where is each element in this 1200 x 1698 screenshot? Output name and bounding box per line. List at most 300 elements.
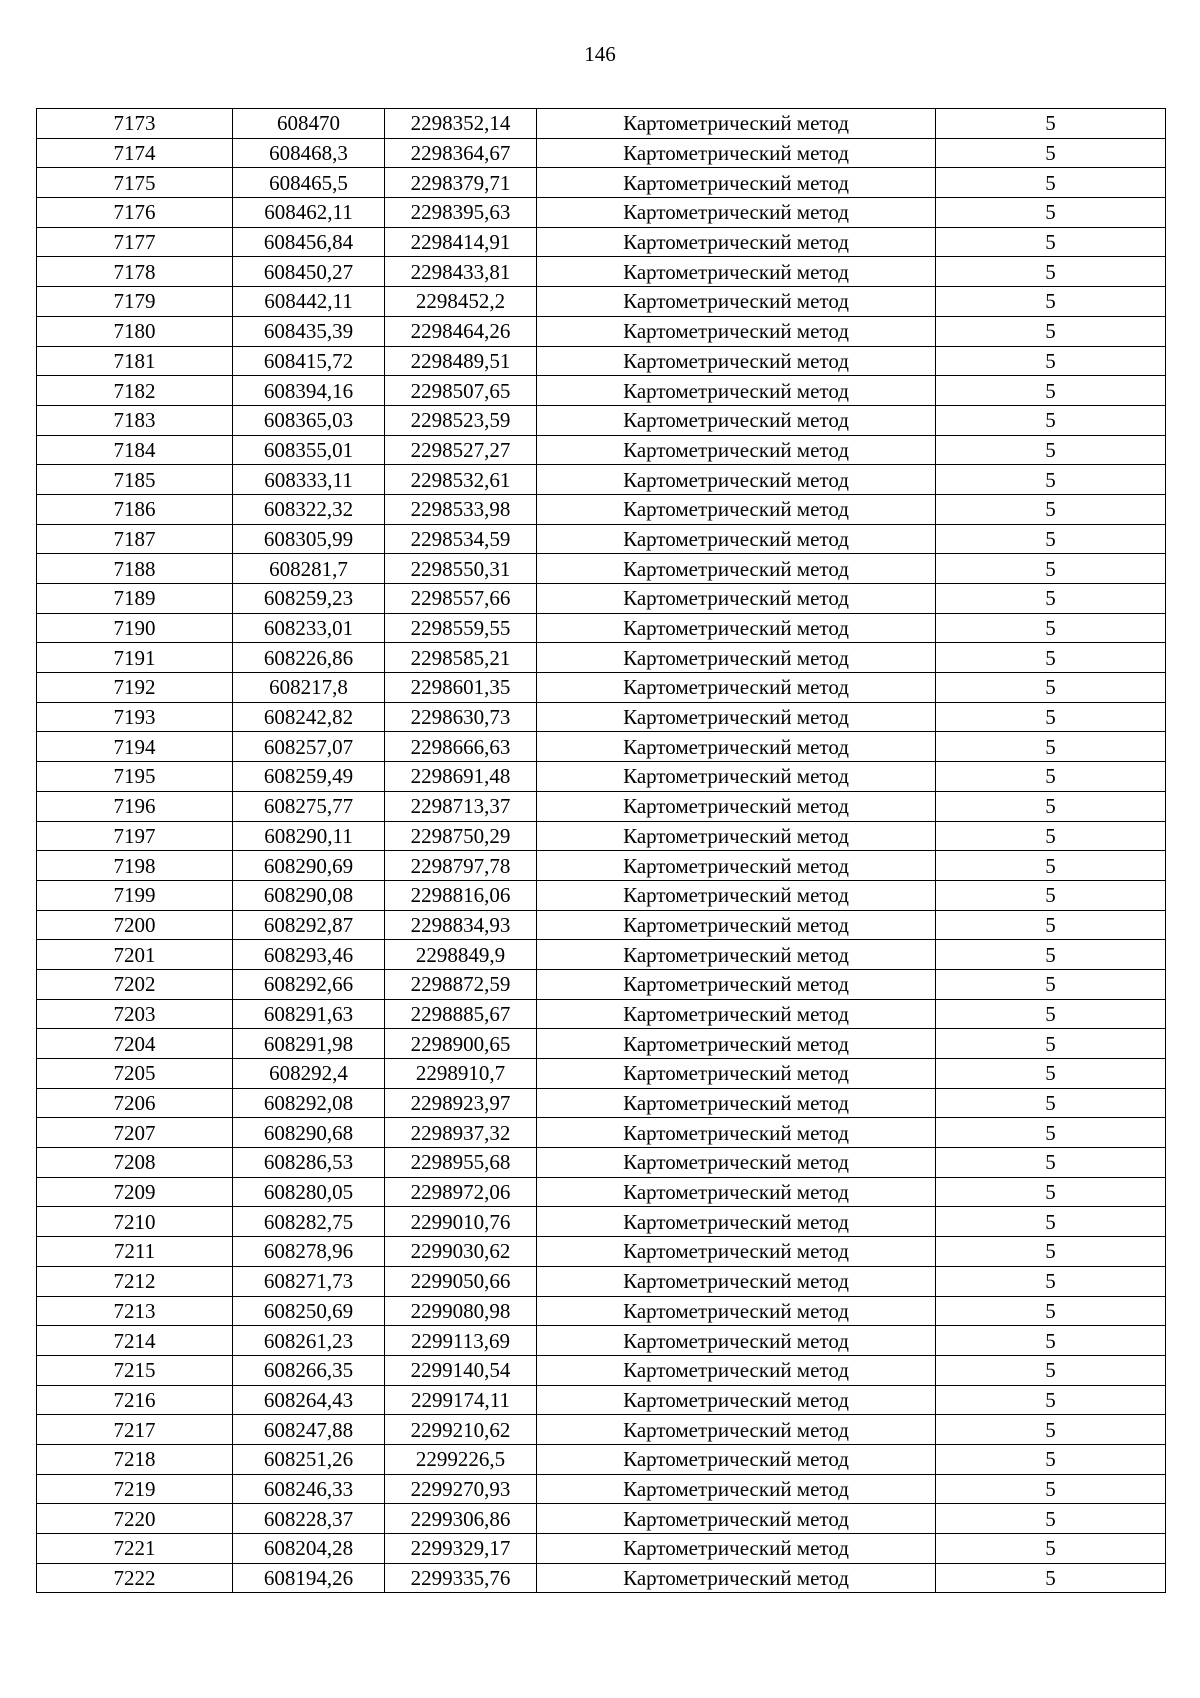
y-coordinate-cell: 2299010,76 bbox=[385, 1207, 537, 1237]
point-number-cell: 7196 bbox=[37, 791, 233, 821]
table-row bbox=[37, 1444, 1166, 1474]
method-cell: Картометрический метод bbox=[537, 1355, 936, 1385]
table-row bbox=[37, 405, 1166, 435]
table-row bbox=[37, 910, 1166, 940]
accuracy-cell: 5 bbox=[936, 999, 1166, 1029]
table-row bbox=[37, 1415, 1166, 1445]
point-number-cell: 7205 bbox=[37, 1059, 233, 1089]
accuracy-cell: 5 bbox=[936, 1029, 1166, 1059]
method-cell: Картометрический метод bbox=[537, 1148, 936, 1178]
point-number-cell: 7192 bbox=[37, 673, 233, 703]
x-coordinate-cell: 608259,49 bbox=[233, 762, 385, 792]
y-coordinate-cell: 2298352,14 bbox=[385, 109, 537, 139]
method-cell: Картометрический метод bbox=[537, 1237, 936, 1267]
method-cell: Картометрический метод bbox=[537, 1177, 936, 1207]
method-cell: Картометрический метод bbox=[537, 198, 936, 228]
method-cell: Картометрический метод bbox=[537, 1385, 936, 1415]
y-coordinate-cell: 2299080,98 bbox=[385, 1296, 537, 1326]
y-coordinate-cell: 2298395,63 bbox=[385, 198, 537, 228]
table-row bbox=[37, 198, 1166, 228]
point-number-cell: 7182 bbox=[37, 376, 233, 406]
method-cell: Картометрический метод bbox=[537, 168, 936, 198]
x-coordinate-cell: 608233,01 bbox=[233, 613, 385, 643]
accuracy-cell: 5 bbox=[936, 494, 1166, 524]
x-coordinate-cell: 608470 bbox=[233, 109, 385, 139]
x-coordinate-cell: 608456,84 bbox=[233, 227, 385, 257]
method-cell: Картометрический метод bbox=[537, 435, 936, 465]
method-cell: Картометрический метод bbox=[537, 1296, 936, 1326]
point-number-cell: 7181 bbox=[37, 346, 233, 376]
table-row bbox=[37, 732, 1166, 762]
accuracy-cell: 5 bbox=[936, 821, 1166, 851]
accuracy-cell: 5 bbox=[936, 613, 1166, 643]
accuracy-cell: 5 bbox=[936, 1207, 1166, 1237]
table-row bbox=[37, 1177, 1166, 1207]
method-cell: Картометрический метод bbox=[537, 1504, 936, 1534]
point-number-cell: 7222 bbox=[37, 1563, 233, 1593]
point-number-cell: 7206 bbox=[37, 1088, 233, 1118]
y-coordinate-cell: 2298523,59 bbox=[385, 405, 537, 435]
point-number-cell: 7200 bbox=[37, 910, 233, 940]
point-number-cell: 7185 bbox=[37, 465, 233, 495]
x-coordinate-cell: 608292,87 bbox=[233, 910, 385, 940]
method-cell: Картометрический метод bbox=[537, 969, 936, 999]
y-coordinate-cell: 2298691,48 bbox=[385, 762, 537, 792]
table-row bbox=[37, 1059, 1166, 1089]
x-coordinate-cell: 608280,05 bbox=[233, 1177, 385, 1207]
accuracy-cell: 5 bbox=[936, 1177, 1166, 1207]
y-coordinate-cell: 2298923,97 bbox=[385, 1088, 537, 1118]
table-row bbox=[37, 584, 1166, 614]
accuracy-cell: 5 bbox=[936, 435, 1166, 465]
accuracy-cell: 5 bbox=[936, 1237, 1166, 1267]
x-coordinate-cell: 608450,27 bbox=[233, 257, 385, 287]
accuracy-cell: 5 bbox=[936, 376, 1166, 406]
x-coordinate-cell: 608261,23 bbox=[233, 1326, 385, 1356]
y-coordinate-cell: 2299140,54 bbox=[385, 1355, 537, 1385]
method-cell: Картометрический метод bbox=[537, 762, 936, 792]
method-cell: Картометрический метод bbox=[537, 1029, 936, 1059]
table-row bbox=[37, 762, 1166, 792]
accuracy-cell: 5 bbox=[936, 346, 1166, 376]
point-number-cell: 7201 bbox=[37, 940, 233, 970]
method-cell: Картометрический метод bbox=[537, 1474, 936, 1504]
y-coordinate-cell: 2298900,65 bbox=[385, 1029, 537, 1059]
x-coordinate-cell: 608194,26 bbox=[233, 1563, 385, 1593]
y-coordinate-cell: 2298433,81 bbox=[385, 257, 537, 287]
accuracy-cell: 5 bbox=[936, 554, 1166, 584]
x-coordinate-cell: 608290,68 bbox=[233, 1118, 385, 1148]
y-coordinate-cell: 2298550,31 bbox=[385, 554, 537, 584]
x-coordinate-cell: 608322,32 bbox=[233, 494, 385, 524]
y-coordinate-cell: 2298507,65 bbox=[385, 376, 537, 406]
accuracy-cell: 5 bbox=[936, 524, 1166, 554]
table-row bbox=[37, 1237, 1166, 1267]
accuracy-cell: 5 bbox=[936, 880, 1166, 910]
x-coordinate-cell: 608275,77 bbox=[233, 791, 385, 821]
x-coordinate-cell: 608293,46 bbox=[233, 940, 385, 970]
x-coordinate-cell: 608264,43 bbox=[233, 1385, 385, 1415]
table-row bbox=[37, 138, 1166, 168]
point-number-cell: 7214 bbox=[37, 1326, 233, 1356]
method-cell: Картометрический метод bbox=[537, 1326, 936, 1356]
y-coordinate-cell: 2298585,21 bbox=[385, 643, 537, 673]
table-row bbox=[37, 851, 1166, 881]
method-cell: Картометрический метод bbox=[537, 1415, 936, 1445]
x-coordinate-cell: 608271,73 bbox=[233, 1266, 385, 1296]
x-coordinate-cell: 608217,8 bbox=[233, 673, 385, 703]
y-coordinate-cell: 2298379,71 bbox=[385, 168, 537, 198]
accuracy-cell: 5 bbox=[936, 1326, 1166, 1356]
point-number-cell: 7183 bbox=[37, 405, 233, 435]
y-coordinate-cell: 2298364,67 bbox=[385, 138, 537, 168]
method-cell: Картометрический метод bbox=[537, 613, 936, 643]
accuracy-cell: 5 bbox=[936, 1266, 1166, 1296]
x-coordinate-cell: 608286,53 bbox=[233, 1148, 385, 1178]
x-coordinate-cell: 608442,11 bbox=[233, 287, 385, 317]
table-row bbox=[37, 1474, 1166, 1504]
x-coordinate-cell: 608247,88 bbox=[233, 1415, 385, 1445]
x-coordinate-cell: 608228,37 bbox=[233, 1504, 385, 1534]
point-number-cell: 7193 bbox=[37, 702, 233, 732]
table-row bbox=[37, 524, 1166, 554]
method-cell: Картометрический метод bbox=[537, 257, 936, 287]
y-coordinate-cell: 2299113,69 bbox=[385, 1326, 537, 1356]
y-coordinate-cell: 2299030,62 bbox=[385, 1237, 537, 1267]
table-row bbox=[37, 376, 1166, 406]
table-row bbox=[37, 494, 1166, 524]
point-number-cell: 7174 bbox=[37, 138, 233, 168]
accuracy-cell: 5 bbox=[936, 643, 1166, 673]
table-row bbox=[37, 999, 1166, 1029]
accuracy-cell: 5 bbox=[936, 1415, 1166, 1445]
y-coordinate-cell: 2299270,93 bbox=[385, 1474, 537, 1504]
table-row bbox=[37, 1326, 1166, 1356]
y-coordinate-cell: 2299329,17 bbox=[385, 1534, 537, 1564]
method-cell: Картометрический метод bbox=[537, 1088, 936, 1118]
table-row bbox=[37, 109, 1166, 139]
accuracy-cell: 5 bbox=[936, 138, 1166, 168]
table-row bbox=[37, 821, 1166, 851]
y-coordinate-cell: 2298797,78 bbox=[385, 851, 537, 881]
point-number-cell: 7176 bbox=[37, 198, 233, 228]
point-number-cell: 7202 bbox=[37, 969, 233, 999]
y-coordinate-cell: 2298666,63 bbox=[385, 732, 537, 762]
table-body bbox=[37, 109, 1166, 1593]
accuracy-cell: 5 bbox=[936, 1444, 1166, 1474]
method-cell: Картометрический метод bbox=[537, 791, 936, 821]
point-number-cell: 7215 bbox=[37, 1355, 233, 1385]
accuracy-cell: 5 bbox=[936, 969, 1166, 999]
method-cell: Картометрический метод bbox=[537, 287, 936, 317]
accuracy-cell: 5 bbox=[936, 168, 1166, 198]
y-coordinate-cell: 2298816,06 bbox=[385, 880, 537, 910]
method-cell: Картометрический метод bbox=[537, 940, 936, 970]
point-number-cell: 7218 bbox=[37, 1444, 233, 1474]
x-coordinate-cell: 608257,07 bbox=[233, 732, 385, 762]
accuracy-cell: 5 bbox=[936, 109, 1166, 139]
table-row bbox=[37, 791, 1166, 821]
accuracy-cell: 5 bbox=[936, 1059, 1166, 1089]
x-coordinate-cell: 608290,08 bbox=[233, 880, 385, 910]
accuracy-cell: 5 bbox=[936, 1088, 1166, 1118]
x-coordinate-cell: 608290,69 bbox=[233, 851, 385, 881]
y-coordinate-cell: 2298534,59 bbox=[385, 524, 537, 554]
method-cell: Картометрический метод bbox=[537, 316, 936, 346]
x-coordinate-cell: 608292,08 bbox=[233, 1088, 385, 1118]
accuracy-cell: 5 bbox=[936, 257, 1166, 287]
accuracy-cell: 5 bbox=[936, 1474, 1166, 1504]
y-coordinate-cell: 2299210,62 bbox=[385, 1415, 537, 1445]
point-number-cell: 7208 bbox=[37, 1148, 233, 1178]
y-coordinate-cell: 2298910,7 bbox=[385, 1059, 537, 1089]
accuracy-cell: 5 bbox=[936, 1118, 1166, 1148]
accuracy-cell: 5 bbox=[936, 940, 1166, 970]
table-row bbox=[37, 1355, 1166, 1385]
method-cell: Картометрический метод bbox=[537, 999, 936, 1029]
accuracy-cell: 5 bbox=[936, 405, 1166, 435]
point-number-cell: 7179 bbox=[37, 287, 233, 317]
table-row bbox=[37, 316, 1166, 346]
point-number-cell: 7187 bbox=[37, 524, 233, 554]
accuracy-cell: 5 bbox=[936, 851, 1166, 881]
method-cell: Картометрический метод bbox=[537, 702, 936, 732]
accuracy-cell: 5 bbox=[936, 227, 1166, 257]
y-coordinate-cell: 2298750,29 bbox=[385, 821, 537, 851]
table-row bbox=[37, 435, 1166, 465]
method-cell: Картометрический метод bbox=[537, 524, 936, 554]
x-coordinate-cell: 608282,75 bbox=[233, 1207, 385, 1237]
accuracy-cell: 5 bbox=[936, 762, 1166, 792]
method-cell: Картометрический метод bbox=[537, 643, 936, 673]
y-coordinate-cell: 2298630,73 bbox=[385, 702, 537, 732]
method-cell: Картометрический метод bbox=[537, 465, 936, 495]
method-cell: Картометрический метод bbox=[537, 1207, 936, 1237]
table-row bbox=[37, 613, 1166, 643]
y-coordinate-cell: 2298834,93 bbox=[385, 910, 537, 940]
y-coordinate-cell: 2299335,76 bbox=[385, 1563, 537, 1593]
table-row bbox=[37, 554, 1166, 584]
method-cell: Картометрический метод bbox=[537, 346, 936, 376]
point-number-cell: 7216 bbox=[37, 1385, 233, 1415]
method-cell: Картометрический метод bbox=[537, 821, 936, 851]
y-coordinate-cell: 2298464,26 bbox=[385, 316, 537, 346]
method-cell: Картометрический метод bbox=[537, 405, 936, 435]
table-row bbox=[37, 1296, 1166, 1326]
table-row bbox=[37, 1029, 1166, 1059]
point-number-cell: 7189 bbox=[37, 584, 233, 614]
x-coordinate-cell: 608281,7 bbox=[233, 554, 385, 584]
accuracy-cell: 5 bbox=[936, 791, 1166, 821]
accuracy-cell: 5 bbox=[936, 673, 1166, 703]
method-cell: Картометрический метод bbox=[537, 376, 936, 406]
x-coordinate-cell: 608468,3 bbox=[233, 138, 385, 168]
accuracy-cell: 5 bbox=[936, 910, 1166, 940]
point-number-cell: 7204 bbox=[37, 1029, 233, 1059]
x-coordinate-cell: 608462,11 bbox=[233, 198, 385, 228]
point-number-cell: 7197 bbox=[37, 821, 233, 851]
x-coordinate-cell: 608415,72 bbox=[233, 346, 385, 376]
table-row bbox=[37, 1118, 1166, 1148]
y-coordinate-cell: 2298452,2 bbox=[385, 287, 537, 317]
method-cell: Картометрический метод bbox=[537, 554, 936, 584]
x-coordinate-cell: 608278,96 bbox=[233, 1237, 385, 1267]
x-coordinate-cell: 608246,33 bbox=[233, 1474, 385, 1504]
point-number-cell: 7194 bbox=[37, 732, 233, 762]
y-coordinate-cell: 2298601,35 bbox=[385, 673, 537, 703]
method-cell: Картометрический метод bbox=[537, 227, 936, 257]
point-number-cell: 7191 bbox=[37, 643, 233, 673]
method-cell: Картометрический метод bbox=[537, 851, 936, 881]
method-cell: Картометрический метод bbox=[537, 1266, 936, 1296]
accuracy-cell: 5 bbox=[936, 1296, 1166, 1326]
accuracy-cell: 5 bbox=[936, 702, 1166, 732]
table-row bbox=[37, 643, 1166, 673]
table-row bbox=[37, 1563, 1166, 1593]
x-coordinate-cell: 608250,69 bbox=[233, 1296, 385, 1326]
point-number-cell: 7188 bbox=[37, 554, 233, 584]
x-coordinate-cell: 608290,11 bbox=[233, 821, 385, 851]
y-coordinate-cell: 2298937,32 bbox=[385, 1118, 537, 1148]
point-number-cell: 7209 bbox=[37, 1177, 233, 1207]
point-number-cell: 7198 bbox=[37, 851, 233, 881]
table-row bbox=[37, 880, 1166, 910]
x-coordinate-cell: 608204,28 bbox=[233, 1534, 385, 1564]
y-coordinate-cell: 2298972,06 bbox=[385, 1177, 537, 1207]
point-number-cell: 7207 bbox=[37, 1118, 233, 1148]
method-cell: Картометрический метод bbox=[537, 1118, 936, 1148]
x-coordinate-cell: 608266,35 bbox=[233, 1355, 385, 1385]
x-coordinate-cell: 608226,86 bbox=[233, 643, 385, 673]
table-row bbox=[37, 257, 1166, 287]
table-row bbox=[37, 465, 1166, 495]
method-cell: Картометрический метод bbox=[537, 584, 936, 614]
table-row bbox=[37, 346, 1166, 376]
table-row bbox=[37, 969, 1166, 999]
y-coordinate-cell: 2299174,11 bbox=[385, 1385, 537, 1415]
point-number-cell: 7212 bbox=[37, 1266, 233, 1296]
table-row bbox=[37, 1534, 1166, 1564]
table-row bbox=[37, 168, 1166, 198]
x-coordinate-cell: 608292,66 bbox=[233, 969, 385, 999]
x-coordinate-cell: 608251,26 bbox=[233, 1444, 385, 1474]
accuracy-cell: 5 bbox=[936, 1563, 1166, 1593]
x-coordinate-cell: 608305,99 bbox=[233, 524, 385, 554]
y-coordinate-cell: 2298557,66 bbox=[385, 584, 537, 614]
accuracy-cell: 5 bbox=[936, 316, 1166, 346]
y-coordinate-cell: 2298955,68 bbox=[385, 1148, 537, 1178]
y-coordinate-cell: 2298872,59 bbox=[385, 969, 537, 999]
x-coordinate-cell: 608292,4 bbox=[233, 1059, 385, 1089]
point-number-cell: 7184 bbox=[37, 435, 233, 465]
accuracy-cell: 5 bbox=[936, 1148, 1166, 1178]
x-coordinate-cell: 608242,82 bbox=[233, 702, 385, 732]
point-number-cell: 7175 bbox=[37, 168, 233, 198]
accuracy-cell: 5 bbox=[936, 198, 1166, 228]
point-number-cell: 7177 bbox=[37, 227, 233, 257]
accuracy-cell: 5 bbox=[936, 287, 1166, 317]
table-row bbox=[37, 702, 1166, 732]
y-coordinate-cell: 2298849,9 bbox=[385, 940, 537, 970]
point-number-cell: 7219 bbox=[37, 1474, 233, 1504]
accuracy-cell: 5 bbox=[936, 584, 1166, 614]
point-number-cell: 7211 bbox=[37, 1237, 233, 1267]
x-coordinate-cell: 608394,16 bbox=[233, 376, 385, 406]
coordinates-table bbox=[36, 108, 1166, 1593]
table-row bbox=[37, 1504, 1166, 1534]
accuracy-cell: 5 bbox=[936, 1534, 1166, 1564]
x-coordinate-cell: 608435,39 bbox=[233, 316, 385, 346]
point-number-cell: 7203 bbox=[37, 999, 233, 1029]
method-cell: Картометрический метод bbox=[537, 109, 936, 139]
method-cell: Картометрический метод bbox=[537, 1534, 936, 1564]
point-number-cell: 7195 bbox=[37, 762, 233, 792]
method-cell: Картометрический метод bbox=[537, 494, 936, 524]
y-coordinate-cell: 2298559,55 bbox=[385, 613, 537, 643]
method-cell: Картометрический метод bbox=[537, 910, 936, 940]
accuracy-cell: 5 bbox=[936, 732, 1166, 762]
method-cell: Картометрический метод bbox=[537, 673, 936, 703]
point-number-cell: 7213 bbox=[37, 1296, 233, 1326]
accuracy-cell: 5 bbox=[936, 465, 1166, 495]
point-number-cell: 7220 bbox=[37, 1504, 233, 1534]
method-cell: Картометрический метод bbox=[537, 1059, 936, 1089]
point-number-cell: 7186 bbox=[37, 494, 233, 524]
y-coordinate-cell: 2298713,37 bbox=[385, 791, 537, 821]
table-row bbox=[37, 940, 1166, 970]
x-coordinate-cell: 608465,5 bbox=[233, 168, 385, 198]
y-coordinate-cell: 2298885,67 bbox=[385, 999, 537, 1029]
y-coordinate-cell: 2298533,98 bbox=[385, 494, 537, 524]
method-cell: Картометрический метод bbox=[537, 880, 936, 910]
x-coordinate-cell: 608365,03 bbox=[233, 405, 385, 435]
y-coordinate-cell: 2299226,5 bbox=[385, 1444, 537, 1474]
x-coordinate-cell: 608291,98 bbox=[233, 1029, 385, 1059]
point-number-cell: 7199 bbox=[37, 880, 233, 910]
method-cell: Картометрический метод bbox=[537, 732, 936, 762]
table-row bbox=[37, 1385, 1166, 1415]
table-row bbox=[37, 1207, 1166, 1237]
x-coordinate-cell: 608259,23 bbox=[233, 584, 385, 614]
x-coordinate-cell: 608333,11 bbox=[233, 465, 385, 495]
method-cell: Картометрический метод bbox=[537, 1563, 936, 1593]
table-row bbox=[37, 1266, 1166, 1296]
x-coordinate-cell: 608291,63 bbox=[233, 999, 385, 1029]
y-coordinate-cell: 2299306,86 bbox=[385, 1504, 537, 1534]
accuracy-cell: 5 bbox=[936, 1385, 1166, 1415]
table-row bbox=[37, 1148, 1166, 1178]
y-coordinate-cell: 2298414,91 bbox=[385, 227, 537, 257]
y-coordinate-cell: 2298532,61 bbox=[385, 465, 537, 495]
y-coordinate-cell: 2298527,27 bbox=[385, 435, 537, 465]
point-number-cell: 7178 bbox=[37, 257, 233, 287]
accuracy-cell: 5 bbox=[936, 1504, 1166, 1534]
point-number-cell: 7217 bbox=[37, 1415, 233, 1445]
point-number-cell: 7210 bbox=[37, 1207, 233, 1237]
method-cell: Картометрический метод bbox=[537, 138, 936, 168]
table-row bbox=[37, 673, 1166, 703]
y-coordinate-cell: 2299050,66 bbox=[385, 1266, 537, 1296]
point-number-cell: 7173 bbox=[37, 109, 233, 139]
point-number-cell: 7221 bbox=[37, 1534, 233, 1564]
point-number-cell: 7180 bbox=[37, 316, 233, 346]
point-number-cell: 7190 bbox=[37, 613, 233, 643]
method-cell: Картометрический метод bbox=[537, 1444, 936, 1474]
y-coordinate-cell: 2298489,51 bbox=[385, 346, 537, 376]
table-row bbox=[37, 1088, 1166, 1118]
table-row bbox=[37, 227, 1166, 257]
page-number: 146 bbox=[584, 42, 616, 66]
